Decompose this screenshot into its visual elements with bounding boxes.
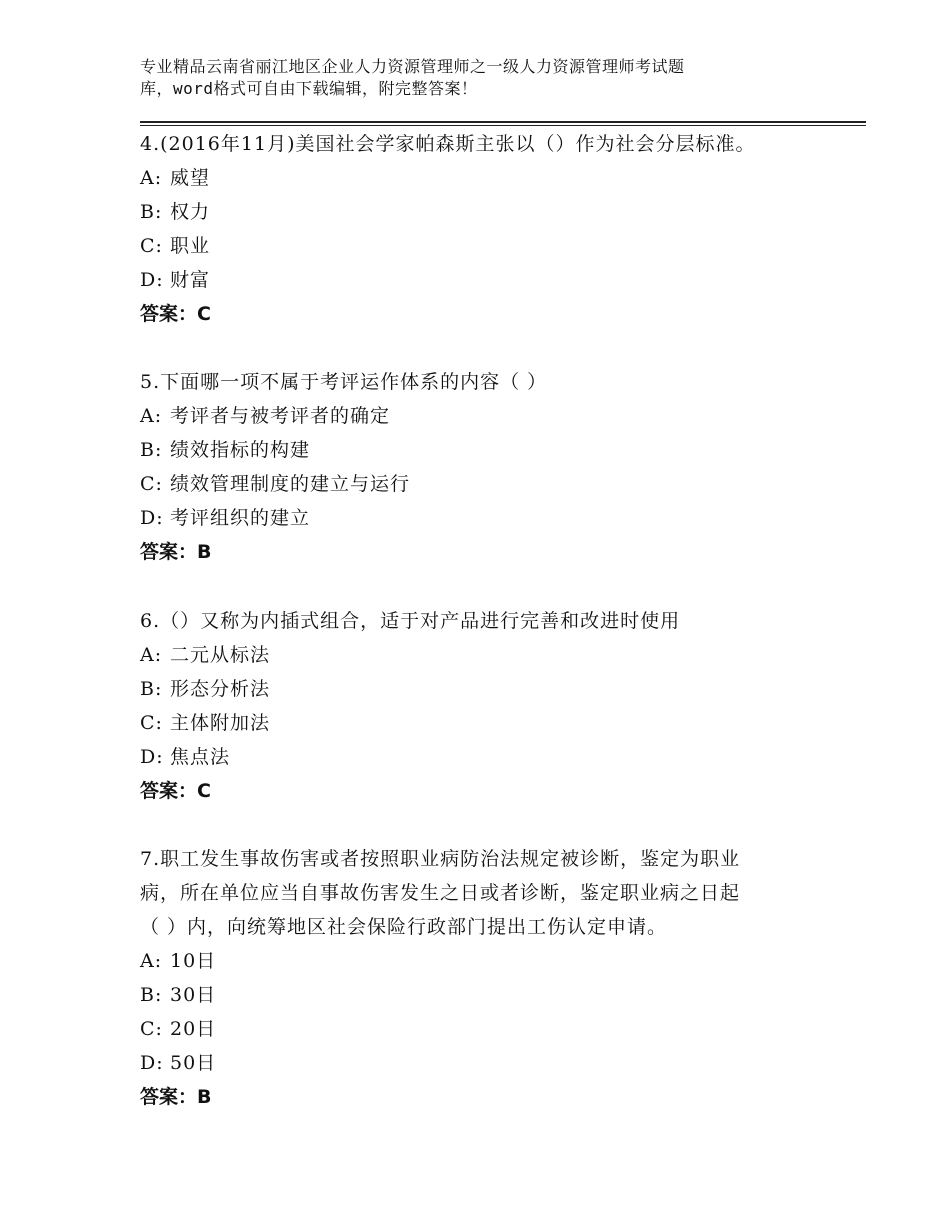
header-divider-thick — [140, 121, 866, 123]
option-text: 绩效管理制度的建立与运行 — [170, 473, 411, 495]
option-c — [140, 467, 800, 501]
option-key: A: — [140, 950, 163, 972]
question-text: 5.下面哪一项不属于考评运作体系的内容（ ） — [140, 371, 548, 393]
option-key: A: — [140, 167, 163, 189]
header-line-1: 专业精品云南省丽江地区企业人力资源管理师之一级人力资源管理师考试题 — [140, 57, 685, 76]
option-d — [140, 501, 800, 535]
option-text: 考评组织的建立 — [170, 507, 311, 529]
option-b — [140, 195, 800, 229]
option-b — [140, 978, 800, 1012]
option-text: 权力 — [170, 201, 211, 223]
option-c — [140, 1012, 800, 1046]
option-key: C: — [140, 712, 163, 734]
option-text: 主体附加法 — [170, 712, 271, 734]
question-4 — [140, 127, 800, 331]
option-c — [140, 229, 800, 263]
option-key: D: — [140, 507, 164, 529]
option-text: 二元从标法 — [170, 644, 271, 666]
option-text: 绩效指标的构建 — [170, 439, 311, 461]
option-key: B: — [140, 201, 163, 223]
answer: 答案：B — [140, 541, 212, 563]
option-d — [140, 263, 800, 297]
option-text: 50日 — [170, 1052, 217, 1074]
question-6 — [140, 604, 800, 808]
question-text-line-2: 病，所在单位应当自事故伤害发生之日或者诊断，鉴定职业病之日起 — [140, 882, 741, 904]
option-text: 威望 — [170, 167, 211, 189]
question-text: 4.(2016年11月)美国社会学家帕森斯主张以（）作为社会分层标准。 — [140, 133, 756, 155]
option-text: 财富 — [170, 269, 211, 291]
question-text-line-1: 7.职工发生事故伤害或者按照职业病防治法规定被诊断，鉴定为职业 — [140, 848, 741, 870]
option-key: A: — [140, 644, 163, 666]
option-key: A: — [140, 405, 163, 427]
option-text: 20日 — [170, 1018, 217, 1040]
option-a — [140, 638, 800, 672]
option-text: 考评者与被考评者的确定 — [170, 405, 391, 427]
question-text-line-3: （ ）内，向统筹地区社会保险行政部门提出工伤认定申请。 — [140, 916, 668, 938]
option-key: D: — [140, 269, 164, 291]
answer: 答案：C — [140, 303, 211, 325]
option-text: 30日 — [170, 984, 217, 1006]
answer: 答案：C — [140, 780, 211, 802]
option-key: B: — [140, 984, 163, 1006]
option-key: B: — [140, 678, 163, 700]
header-divider-thin — [140, 125, 866, 126]
option-a — [140, 944, 800, 978]
option-text: 焦点法 — [170, 746, 231, 768]
option-text: 职业 — [170, 235, 211, 257]
question-text: 6.（）又称为内插式组合，适于对产品进行完善和改进时使用 — [140, 610, 681, 632]
option-text: 形态分析法 — [170, 678, 271, 700]
document-header — [140, 56, 780, 100]
option-a — [140, 399, 800, 433]
option-key: B: — [140, 439, 163, 461]
option-b — [140, 433, 800, 467]
question-5 — [140, 365, 800, 569]
option-key: C: — [140, 1018, 163, 1040]
option-d — [140, 1046, 800, 1080]
header-line-2: 库，word格式可自由下载编辑，附完整答案！ — [140, 79, 478, 98]
option-key: D: — [140, 1052, 164, 1074]
option-c — [140, 706, 800, 740]
question-7 — [140, 842, 800, 1114]
option-key: D: — [140, 746, 164, 768]
option-a — [140, 161, 800, 195]
option-d — [140, 740, 800, 774]
option-text: 10日 — [170, 950, 217, 972]
option-key: C: — [140, 473, 163, 495]
answer: 答案：B — [140, 1086, 212, 1108]
option-key: C: — [140, 235, 163, 257]
option-b — [140, 672, 800, 706]
